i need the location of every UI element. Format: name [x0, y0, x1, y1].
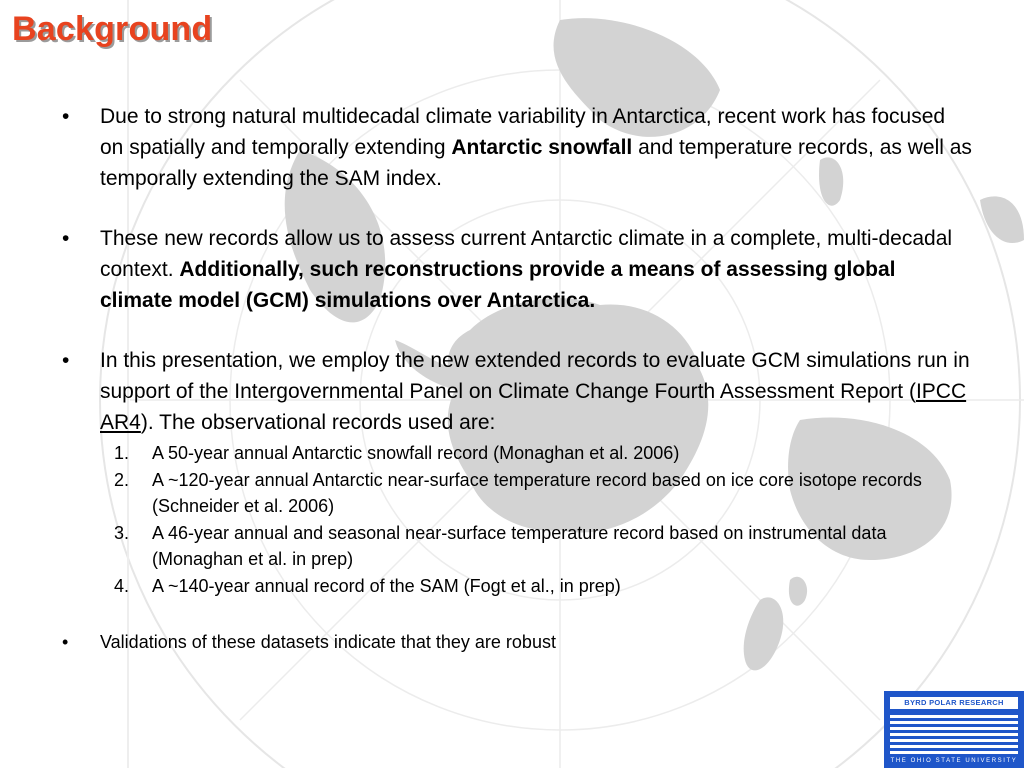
bullet-bold-text: Antarctic snowfall [451, 136, 633, 159]
slide-title: Background [12, 10, 213, 48]
bullet-item [62, 345, 972, 599]
bullet-symbol: • [62, 227, 70, 250]
slide-content [62, 101, 972, 655]
bullet-item [62, 101, 972, 194]
ipcc-ar4-link[interactable]: IPCC AR4 [100, 380, 967, 434]
list-number: 1. [114, 443, 130, 463]
bullet-text: and temperature records, as well as temporally extending the SAM index. [100, 136, 972, 190]
byrd-polar-logo [884, 691, 1024, 768]
bullet-symbol: • [62, 349, 70, 372]
logo-stripes [890, 715, 1018, 755]
list-item [100, 467, 972, 520]
list-number: 2. [114, 469, 130, 490]
list-item-text: A ~120-year annual Antarctic near-surface temperature record based on ice core isotope records (Schneider et al. 2006) [152, 469, 922, 516]
records-list [100, 440, 972, 599]
list-item-text: A ~140-year annual record of the SAM (Fogt et al., in prep) [152, 575, 621, 596]
list-number: 3. [114, 522, 130, 543]
list-item-text: A 50-year annual Antarctic snowfall record (Monaghan et al. 2006) [152, 443, 680, 463]
bullet-text: ). The observational records used are: [140, 411, 496, 434]
bullet-symbol: • [62, 632, 69, 652]
bullet-text: In this presentation, we employ the new extended records to evaluate GCM simulations run in support of the Intergovernmental Panel on Climate Change Fourth Assessment Report ( [100, 349, 970, 403]
list-item [100, 440, 972, 467]
logo-bottom-text: THE OHIO STATE UNIVERSITY [890, 758, 1018, 764]
list-item-text: A 46-year annual and seasonal near-surface temperature record based on instrumental data (Monaghan et al. in prep) [152, 522, 887, 569]
bullet-text: Due to strong natural multidecadal climate variability in Antarctica, recent work has focused on spatially and temporally extending [100, 105, 946, 159]
bullet-item [62, 223, 972, 316]
bullet-symbol: • [62, 105, 70, 128]
bullet-bold-text: Additionally, such reconstructions provide a means of assessing global climate model (GCM) simulations over Antarctica. [100, 258, 896, 312]
bullet-item [62, 629, 972, 655]
logo-top-text: BYRD POLAR RESEARCH [890, 697, 1018, 709]
list-item [100, 573, 972, 600]
bullet-text: These new records allow us to assess current Antarctic climate in a complete, multi-decadal context. [100, 227, 953, 281]
bullet-text: Validations of these datasets indicate that they are robust [100, 632, 556, 652]
list-number: 4. [114, 575, 130, 596]
list-item [100, 520, 972, 573]
